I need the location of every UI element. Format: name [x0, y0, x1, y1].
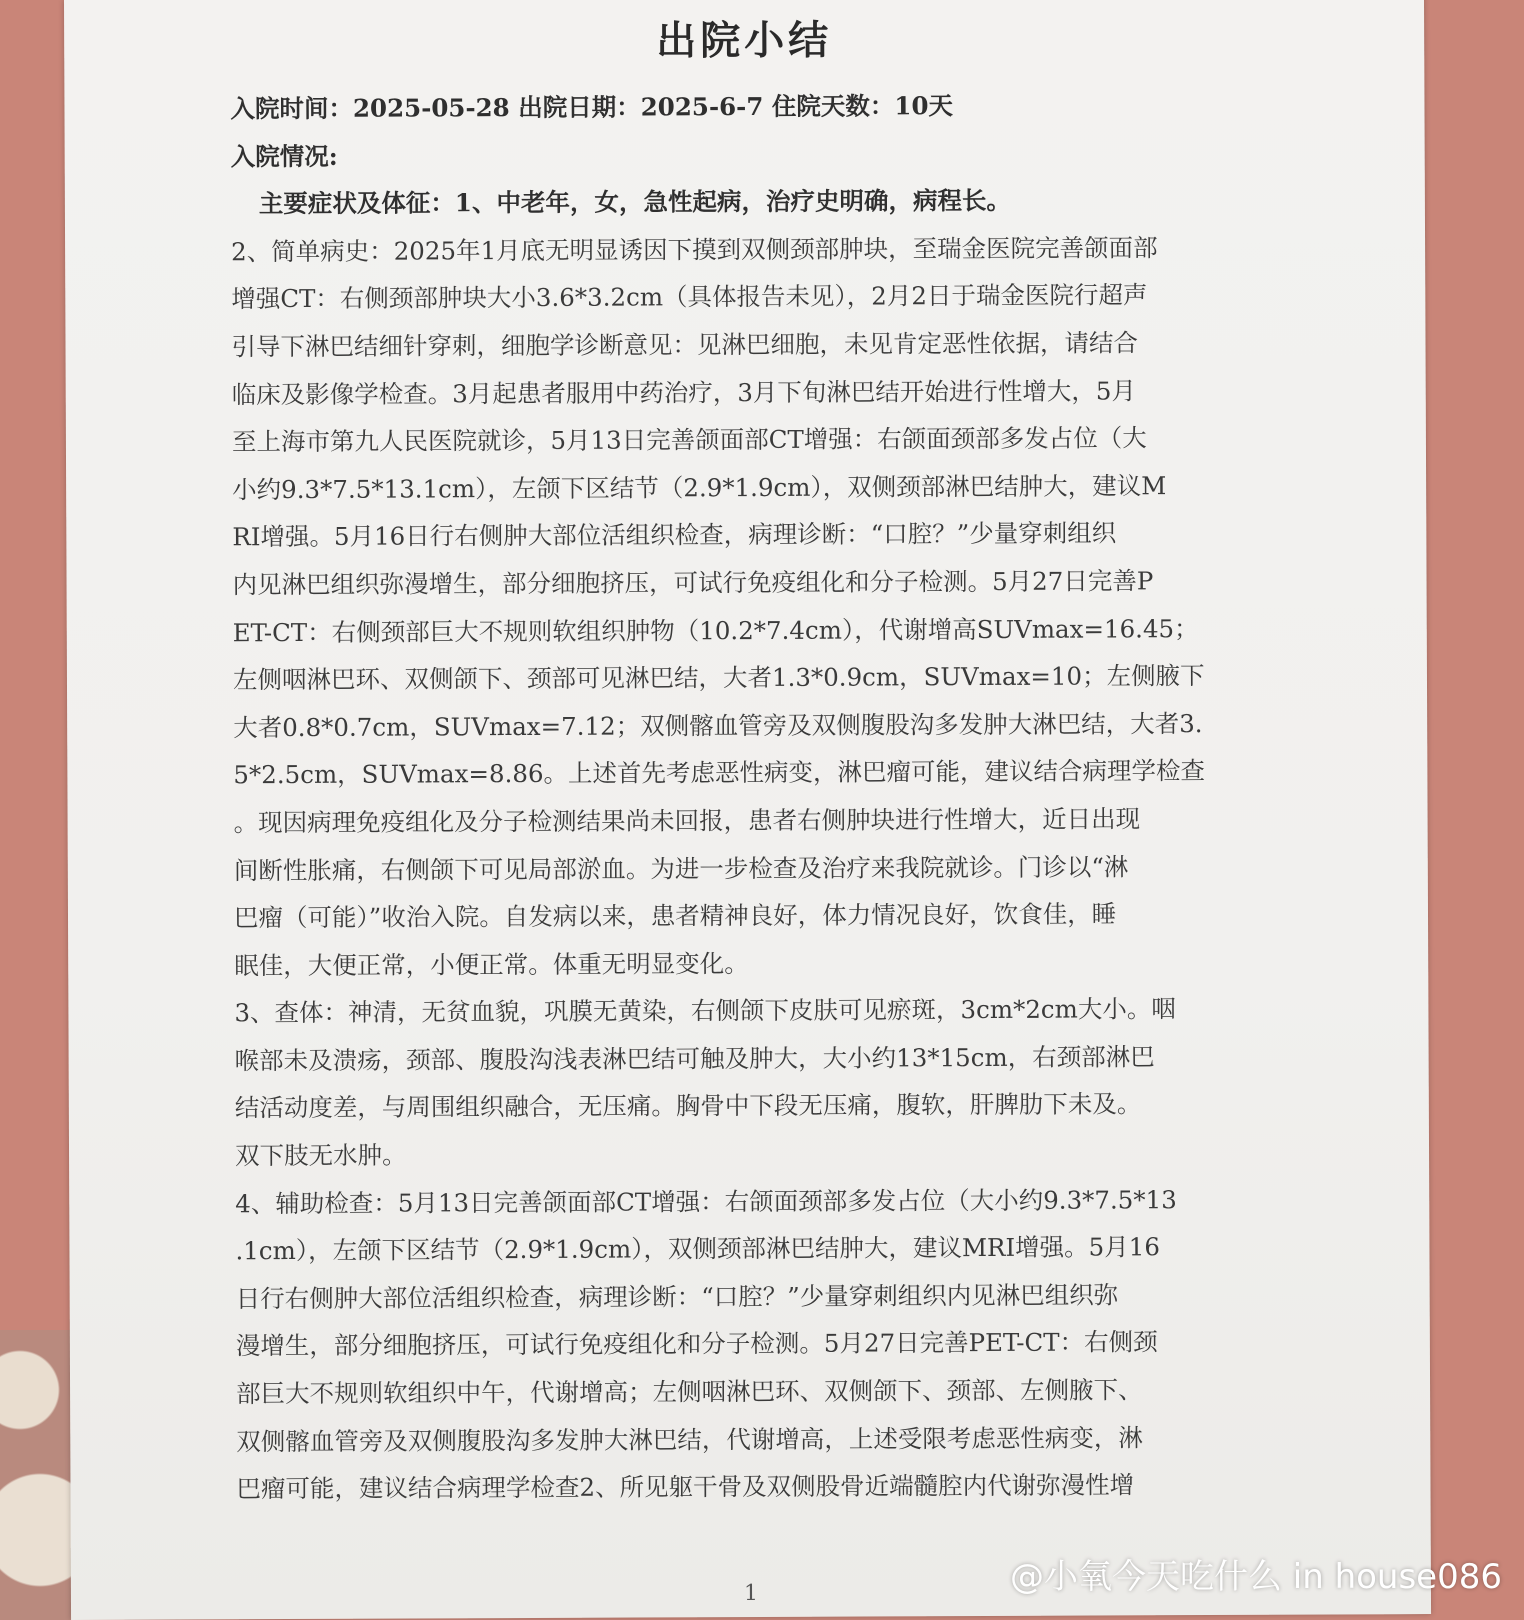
- text-line: 间断性胀痛，右侧颌下可见局部淤血。为进一步检查及治疗来我院就诊。门诊以“淋: [233, 851, 1129, 885]
- text-line: 3、查体：神清，无贫血貌，巩膜无黄染，右侧颌下皮肤可见瘀斑，3cm*2cm大小。咽: [234, 994, 1176, 1028]
- text-line: 双下肢无水肿。: [234, 1140, 407, 1171]
- text-line: 日行右侧肿大部位活组织检查，病理诊断：“口腔？”少量穿刺组织内见淋巴组织弥: [235, 1280, 1119, 1314]
- text-line: ET-CT：右侧颈部巨大不规则软组织肿物（10.2*7.4cm），代谢增高SUVmax=16.45；: [232, 613, 1199, 647]
- text-line: 2、简单病史：2025年1月底无明显诱因下摸到双侧颈部肿块，至瑞金医院完善颌面部: [231, 233, 1158, 267]
- text-line: 临床及影像学检查。3月起患者服用中药治疗，3月下旬淋巴结开始进行性增大，5月: [231, 375, 1137, 409]
- admission-status-heading: 入院情况:: [230, 141, 338, 171]
- text-line: 主要症状及体征：1、中老年，女，急性起病，治疗史明确，病程长。: [258, 186, 1011, 219]
- text-line: 部巨大不规则软组织中午，代谢增高；左侧咽淋巴环、双侧颌下、颈部、左侧腋下、: [236, 1375, 1143, 1409]
- document-body: [230, 80, 1366, 1513]
- text-line: 内见淋巴组织弥漫增生，部分细胞挤压，可试行免疫组化和分子检测。5月27日完善P: [232, 566, 1154, 600]
- text-line: 4、辅助检查：5月13日完善颌面部CT增强：右颌面颈部多发占位（大小约9.3*7.5*13: [235, 1184, 1177, 1218]
- text-line: 喉部未及溃疡，颈部、腹股沟浅表淋巴结可触及肿大，大小约13*15cm，右颈部淋巴: [234, 1042, 1155, 1076]
- text-line: RI增强。5月16日行右侧肿大部位活组织检查，病理诊断：“口腔？”少量穿刺组织: [232, 518, 1117, 552]
- document-page: [64, 0, 1431, 1620]
- text-line: 左侧咽淋巴环、双侧颌下、颈部可见淋巴结，大者1.3*0.9cm，SUVmax=10；左侧腋下: [232, 661, 1205, 695]
- text-line: 大者0.8*0.7cm，SUVmax=7.12；双侧髂血管旁及双侧腹股沟多发肿大淋巴结，大者3.: [233, 708, 1203, 742]
- text-line: 巴瘤（可能）”收治入院。自发病以来，患者精神良好，体力情况良好，饮食佳，睡: [233, 899, 1117, 933]
- text-line: 至上海市第九人民医院就诊，5月13日完善颌面部CT增强：右颌面颈部多发占位（大: [231, 423, 1147, 457]
- document-title: 出院小结: [656, 16, 833, 65]
- page-number: 1: [743, 1580, 759, 1607]
- text-line: 。现因病理免疫组化及分子检测结果尚未回报，患者右侧肿块进行性增大，近日出现: [233, 804, 1141, 838]
- text-line: 巴瘤可能，建议结合病理学检查2、所见躯干骨及双侧股骨近端髓腔内代谢弥漫性增: [236, 1470, 1135, 1504]
- text-line: 眠佳，大便正常，小便正常。体重无明显变化。: [234, 948, 749, 980]
- admission-dates-line: 入院时间：2025-05-28 出院日期：2025-6-7 住院天数：10天: [230, 91, 954, 124]
- text-line: 小约9.3*7.5*13.1cm），左颌下区结节（2.9*1.9cm），双侧颈部淋巴结肿大，建议M: [232, 470, 1167, 505]
- background-fabric: [0, 1330, 80, 1620]
- text-line: 引导下淋巴结细针穿刺，细胞学诊断意见：见淋巴细胞，未见肯定恶性依据，请结合: [231, 328, 1139, 362]
- text-line: 漫增生，部分细胞挤压，可试行免疫组化和分子检测。5月27日完善PET-CT：右侧颈: [235, 1327, 1158, 1361]
- watermark: @小氧今天吃什么 in house086: [1009, 1557, 1502, 1597]
- text-line: 5*2.5cm，SUVmax=8.86。上述首先考虑恶性病变，淋巴瘤可能，建议结合病理学检查: [233, 756, 1206, 790]
- text-line: 双侧髂血管旁及双侧腹股沟多发肿大淋巴结，代谢增高，上述受限考虑恶性病变，淋: [236, 1422, 1143, 1456]
- text-line: .1cm），左颌下区结节（2.9*1.9cm），双侧颈部淋巴结肿大，建议MRI增强。5月16: [235, 1232, 1160, 1266]
- text-line: 结活动度差，与周围组织融合，无压痛。胸骨中下段无压痛，腹软，肝脾肋下未及。: [234, 1089, 1142, 1123]
- text-line: 增强CT：右侧颈部肿块大小3.6*3.2cm（具体报告未见），2月2日于瑞金医院行超声: [231, 280, 1148, 314]
